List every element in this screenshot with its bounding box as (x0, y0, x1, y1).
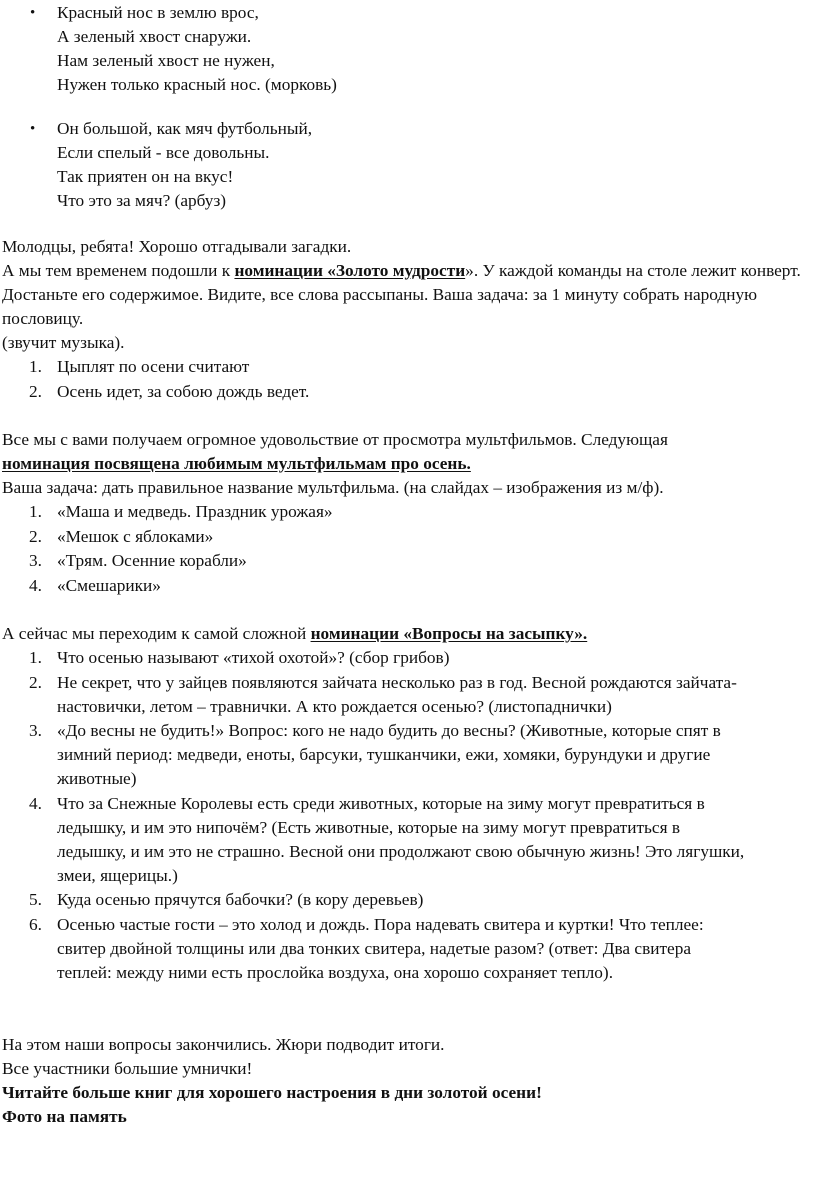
wisdom-nomination-title: номинации «Золото мудрости (234, 261, 466, 280)
list-item (0, 888, 812, 912)
spacer (0, 598, 812, 622)
question-line: свитер двойной толщины или два тонких свитера, надетые разом? (ответ: Два свитера (57, 938, 692, 958)
closing-praise: Все участники большие умнички! (2, 1059, 253, 1078)
list-item-text: Цыплят по осени считают (57, 357, 250, 376)
question-line: теплей: между ними есть прослойка воздуха, она хорошо сохраняет тепло). (57, 962, 614, 982)
question-line: «До весны не будить!» Вопрос: кого не надо будить до весны? (Животные, которые спят в (57, 721, 721, 740)
list-item-text: «Маша и медведь. Праздник урожая» (57, 502, 333, 521)
list-item-text: Осень идет, за собою дождь ведет. (57, 381, 310, 401)
questions-nomination-title: номинации «Вопросы на засыпку». (310, 624, 588, 643)
riddle-line: Так приятен он на вкус! (57, 167, 234, 186)
list-item (0, 355, 812, 379)
list-number: 4. (29, 575, 42, 595)
list-number: 3. (29, 721, 42, 740)
spacer (0, 404, 812, 428)
cartoons-list (0, 500, 812, 598)
question-line: Осенью частые гости – это холод и дождь. Пора надевать свитера и куртки! Что теплее: (57, 914, 704, 934)
wisdom-intro-after: ». У каждой команды на столе лежит конверт. Достаньте его содержимое. Видите, все слова рассыпаны. Ваша задача: за 1 минуту собрать народную пословицу. (2, 261, 801, 328)
list-number: 2. (29, 672, 42, 692)
music-note: (звучит музыка). (2, 333, 125, 352)
list-item-text: «Мешок с яблоками» (57, 526, 214, 546)
list-item (0, 574, 812, 598)
list-item (0, 500, 812, 524)
wisdom-intro-before: А мы тем временем подошли к (2, 261, 235, 280)
question-line: Что за Снежные Королевы есть среди животных, которые на зиму могут превратиться в (57, 793, 705, 813)
riddle-line: Если спелый - все довольны. (57, 143, 270, 162)
bullet-icon: • (30, 5, 36, 21)
question-line: животные) (57, 769, 137, 788)
question-line: ледышку, и им это нипочём? (Есть животные, которые на зиму могут превратиться в (57, 817, 681, 837)
list-number: 1. (29, 648, 42, 667)
question-line: Что осенью называют «тихой охотой»? (сбор грибов) (57, 648, 450, 667)
list-item (0, 646, 812, 670)
riddle-line: Он большой, как мяч футбольный, (57, 119, 313, 138)
cartoons-nomination-title: номинация посвящена любимым мультфильмам про осень. (2, 454, 471, 473)
cartoons-nomination-paragraph (0, 452, 812, 476)
question-line: ледышку, и им это не страшно. Весной они продолжают свою обычную жизнь! Это лягушки, (57, 841, 745, 861)
proverbs-list (0, 355, 812, 404)
list-number: 5. (29, 890, 42, 909)
list-item (0, 792, 812, 888)
questions-intro-paragraph (0, 622, 812, 646)
riddle-line: Нам зеленый хвост не нужен, (57, 51, 275, 70)
question-line: Куда осенью прячутся бабочки? (в кору деревьев) (57, 890, 424, 909)
bullet-icon: • (30, 121, 36, 137)
cartoons-intro: Все мы с вами получаем огромное удовольствие от просмотра мультфильмов. Следующая (2, 430, 668, 449)
closing-line: На этом наши вопросы закончились. Жюри подводит итоги. (2, 1035, 445, 1054)
list-item (0, 671, 812, 719)
riddle-item (0, 117, 812, 213)
riddle-line: Нужен только красный нос. (морковь) (57, 75, 337, 94)
cartoons-task: Ваша задача: дать правильное название мультфильма. (на слайдах – изображения из м/ф). (2, 478, 664, 497)
questions-intro: А сейчас мы переходим к самой сложной (2, 624, 311, 643)
riddle-item (0, 1, 812, 97)
list-number: 2. (29, 526, 42, 546)
question-line: змеи, ящерицы.) (57, 865, 178, 885)
list-number: 6. (29, 914, 42, 934)
question-line: настовички, летом – травнички. А кто рождается осенью? (листопаднички) (57, 696, 612, 716)
list-number: 1. (29, 357, 42, 376)
list-item-text: «Трям. Осенние корабли» (57, 551, 247, 570)
list-number: 4. (29, 793, 42, 813)
list-item (0, 913, 812, 985)
closing-photo: Фото на память (2, 1107, 127, 1126)
list-number: 3. (29, 551, 42, 570)
list-number: 2. (29, 381, 42, 401)
question-line: зимний период: медведи, еноты, барсуки, тушканчики, ежи, хомяки, бурундуки и другие (57, 745, 711, 764)
list-item-text: «Смешарики» (57, 575, 161, 595)
spacer (0, 985, 812, 1033)
list-number: 1. (29, 502, 42, 521)
riddle-line: Красный нос в землю врос, (57, 3, 259, 22)
question-line: Не секрет, что у зайцев появляются зайчата несколько раз в год. Весной рождаются зайчата- (57, 672, 737, 692)
list-item (0, 549, 812, 573)
riddles-list (0, 1, 812, 213)
wisdom-intro-paragraph (0, 259, 812, 331)
list-item (0, 380, 812, 404)
questions-list (0, 646, 812, 985)
closing-slogan: Читайте больше книг для хорошего настроения в дни золотой осени! (2, 1083, 542, 1102)
praise-text: Молодцы, ребята! Хорошо отгадывали загадки. (2, 237, 352, 256)
list-item (0, 719, 812, 791)
riddle-line: А зеленый хвост снаружи. (57, 27, 252, 46)
riddle-line: Что это за мяч? (арбуз) (57, 191, 227, 210)
list-item (0, 525, 812, 549)
